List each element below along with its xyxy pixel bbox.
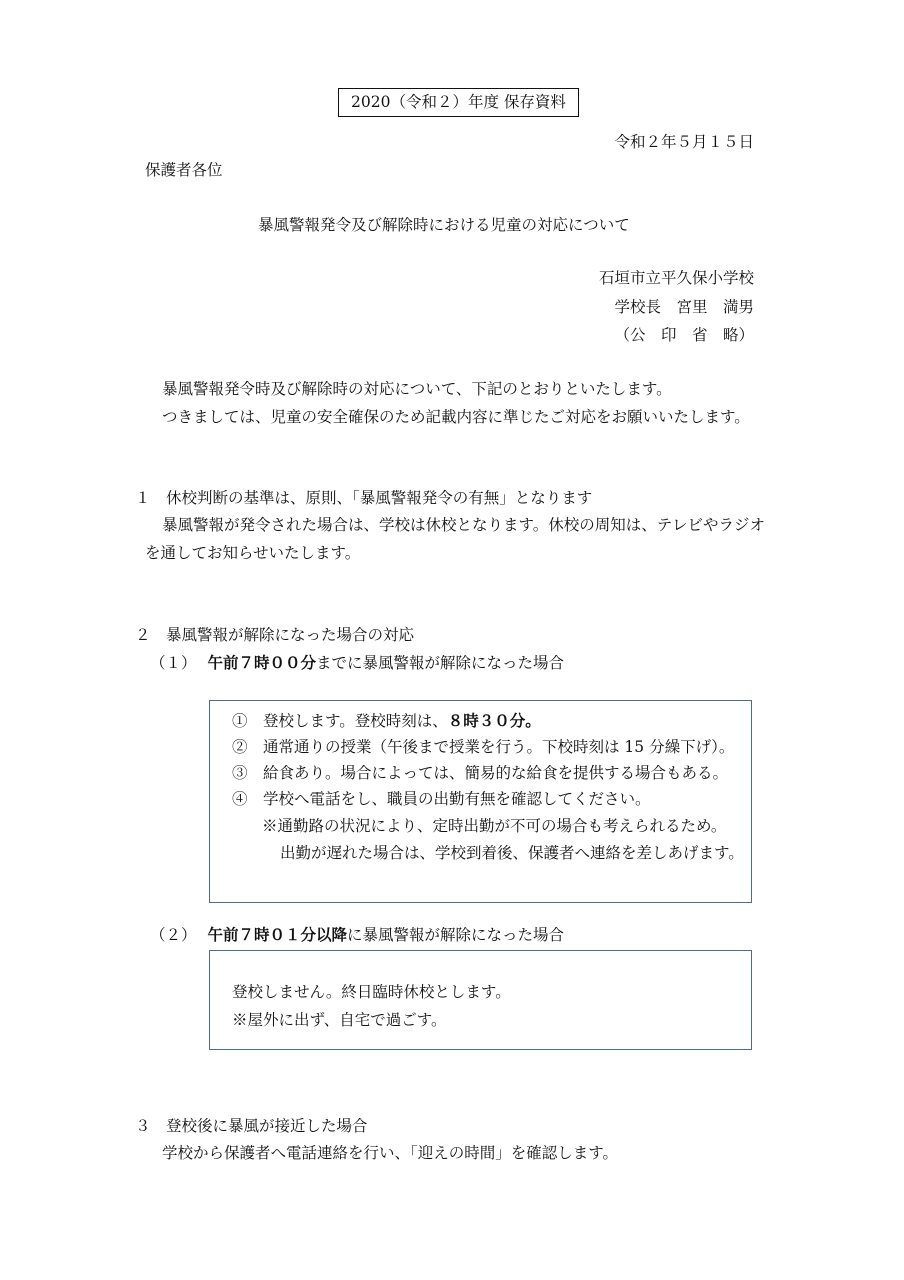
section-1-body-1: 暴風警報が発令された場合は、学校は休校となります。休校の周知は、テレビやラジオ: [162, 516, 765, 534]
section-2-heading: ２ 暴風警報が解除になった場合の対応: [135, 626, 415, 644]
section-1-heading: １ 休校判断の基準は、原則、「暴風警報発令の有無」となります: [135, 489, 593, 507]
sub-section-1-time: 午前７時００分: [207, 653, 316, 672]
section-3-body: 学校から保護者へ電話連絡を行い、「迎えの時間」を確認します。: [162, 1144, 619, 1162]
sender-principal: 学校長 宮里 満男: [614, 298, 754, 316]
sub-section-2-line-1: 登校しません。終日臨時休校とします。: [232, 983, 511, 1001]
recipient: 保護者各位: [145, 161, 223, 179]
document-title: 暴風警報発令及び解除時における児童の対応について: [258, 216, 630, 234]
archive-label: 2020（令和２）年度 保存資料: [338, 88, 579, 117]
section-3-heading: ３ 登校後に暴風が接近した場合: [135, 1117, 368, 1135]
item-1-time: ８時３０分。: [447, 711, 541, 730]
item-1-text: ① 登校します。登校時刻は、: [232, 712, 448, 730]
document-date: 令和２年５月１５日: [614, 133, 754, 151]
sub-section-2-line-2: ※屋外に出ず、自宅で過ごす。: [232, 1011, 447, 1029]
section-1-body-2: を通してお知らせいたします。: [145, 544, 361, 562]
sub-section-2-heading: [150, 926, 564, 945]
item-4: ④ 学校へ電話をし、職員の出勤有無を確認してください。: [232, 790, 651, 808]
item-4-note-2: 出勤が遅れた場合は、学校到着後、保護者へ連絡を差しあげます。: [280, 844, 744, 862]
item-2: ② 通常通りの授業（午後まで授業を行う。下校時刻は 15 分繰下げ）。: [232, 738, 735, 756]
item-1: [232, 712, 541, 731]
intro-line-2: つきましては、児童の安全確保のため記載内容に準じたご対応をお願いいたします。: [162, 408, 750, 426]
sub-section-1-heading: [150, 654, 564, 673]
sender-school: 石垣市立平久保小学校: [598, 269, 754, 287]
item-4-note-1: ※通勤路の状況により、定時出勤が不可の場合も考えられるため。: [262, 817, 727, 835]
sub-section-2-time: 午前７時０１分以降: [207, 925, 347, 944]
sub-section-1-number: （１）: [150, 654, 197, 672]
sub-section-1-condition: までに暴風警報が解除になった場合: [315, 654, 564, 672]
seal-omitted-note: （公 印 省 略）: [614, 326, 754, 344]
sub-section-2-condition: に暴風警報が解除になった場合: [346, 926, 564, 944]
item-3: ③ 給食あり。場合によっては、簡易的な給食を提供する場合もある。: [232, 764, 729, 782]
sub-section-2-number: （２）: [150, 926, 197, 944]
intro-line-1: 暴風警報発令時及び解除時の対応について、下記のとおりといたします。: [162, 380, 672, 398]
